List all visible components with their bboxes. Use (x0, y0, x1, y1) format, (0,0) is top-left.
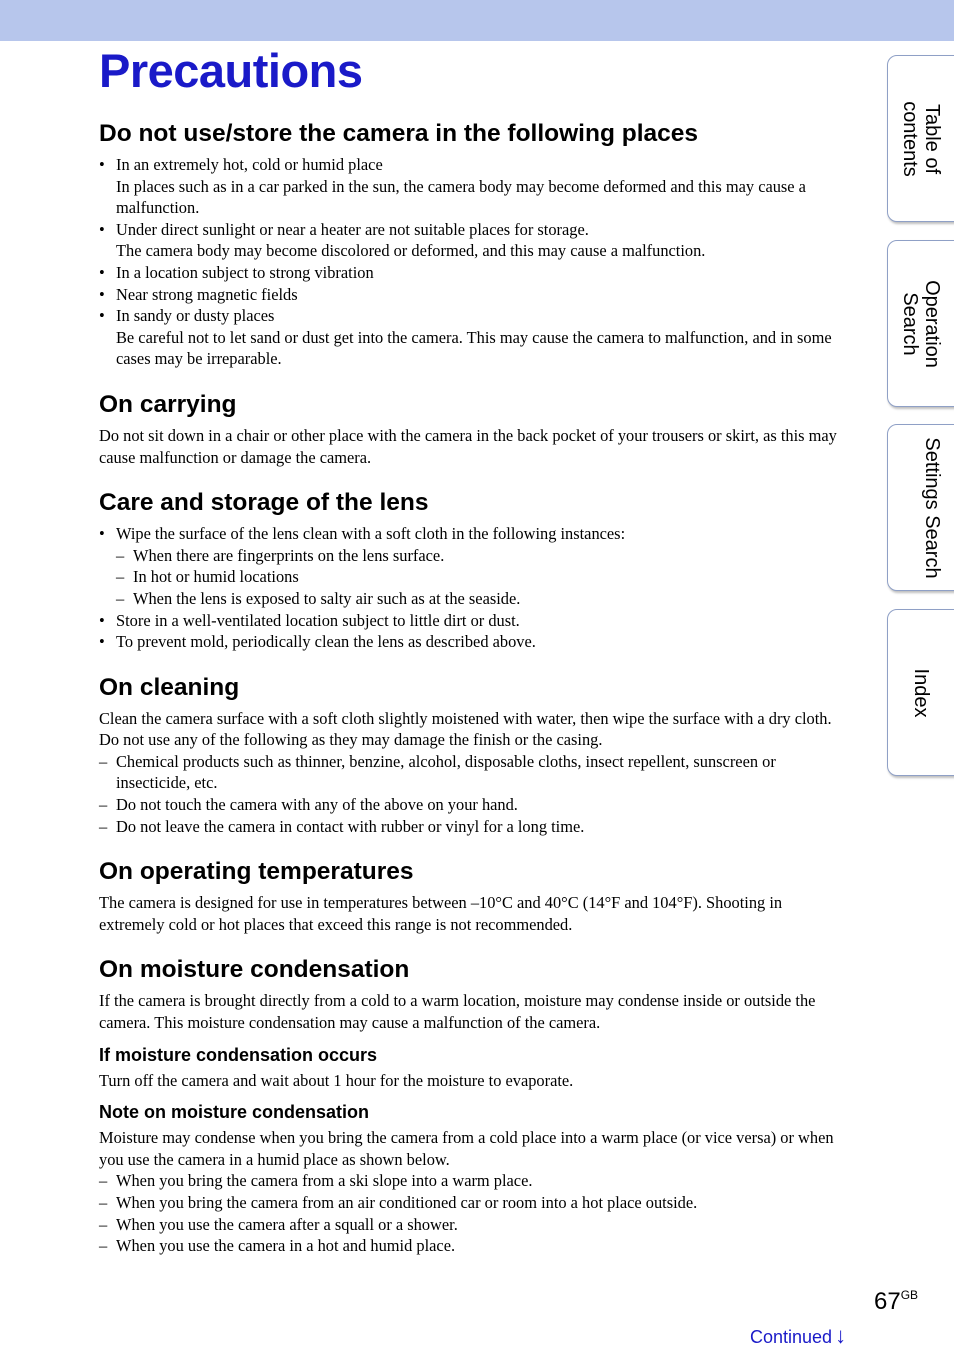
section-heading: Do not use/store the camera in the following places (99, 120, 699, 147)
list-item: – Do not leave the camera in contact with rubber or vinyl for a long time. (99, 816, 851, 838)
paragraph: Clean the camera surface with a soft cloth slightly moistened with water, then wipe the surface with a dry cloth. Do not use any of the following as they may damage the finish or the casing. (99, 708, 832, 750)
page-number: $67^{GB}$ (874, 1288, 919, 1315)
list-item: – When the lens is exposed to salty air such as at the seaside. (116, 588, 851, 610)
section-heading: On cleaning (99, 673, 240, 701)
tab-label: Table of contents (899, 101, 943, 177)
list-item: – In hot or humid locations (116, 566, 851, 588)
section-condensation (99, 955, 851, 1256)
continued-link[interactable] (750, 1323, 846, 1349)
section-temperatures (99, 857, 851, 935)
dash-list (116, 545, 851, 610)
list-item: – When you use the camera after a squall or a shower. (99, 1214, 851, 1236)
section-cleaning (99, 673, 851, 838)
list-item: • Under direct sunlight or near a heater are not suitable places for storage. The camera body may become discolored or deformed, and this may cause a malfunction. (99, 219, 851, 262)
list-item: – When there are fingerprints on the lens surface. (116, 545, 851, 567)
list-item: • Store in a well-ventilated location subject to little dirt or dust. (99, 610, 851, 632)
bullet-list (99, 523, 851, 653)
list-item: • Near strong magnetic fields (99, 284, 851, 306)
section-carrying (99, 390, 851, 468)
section-heading: On carrying (99, 390, 237, 418)
subsection-heading: If moisture condensation occurs (99, 1044, 378, 1065)
page-title: Precautions (99, 44, 363, 97)
tab-settings-search[interactable] (887, 424, 954, 591)
list-item: • To prevent mold, periodically clean the lens as described above. (99, 631, 851, 653)
tab-operation-search[interactable] (887, 240, 954, 407)
list-item: • In sandy or dusty places Be careful not to let sand or dust get into the camera. This may cause the camera to malfunction, and in some cases may be irreparable. (99, 305, 851, 370)
dash-list (99, 1170, 851, 1256)
paragraph: Turn off the camera and wait about 1 hour for the moisture to evaporate. (99, 1070, 574, 1090)
main-content (99, 119, 851, 1277)
section-heading: On moisture condensation (99, 956, 410, 984)
tab-label: Index (910, 668, 932, 718)
down-arrow-icon: ↓ (835, 1323, 847, 1348)
continued-label: Continued (750, 1327, 833, 1347)
list-item: • Wipe the surface of the lens clean with a soft cloth in the following instances: – When there are fingerprints on the lens surface. – In hot or humid locations – When the lens is exposed to salty air such as at the seaside. (99, 523, 851, 609)
tab-label: Settings Search (921, 437, 943, 579)
section-storage-places (99, 119, 851, 370)
subsection-heading: Note on moisture condensation (99, 1102, 370, 1123)
bullet-list (99, 154, 851, 370)
list-item: – When you bring the camera from a ski slope into a warm place. (99, 1170, 851, 1192)
list-item: – When you use the camera in a hot and humid place. (99, 1235, 851, 1257)
section-heading: Care and storage of the lens (99, 489, 429, 517)
paragraph: If the camera is brought directly from a cold to a warm location, moisture may condense inside or outside the camera. This moisture condensation may cause a malfunction of the camera. (99, 991, 816, 1033)
list-item: – Do not touch the camera with any of the above on your hand. (99, 794, 851, 816)
tab-label: Operation Search (899, 280, 943, 368)
tab-table-of-contents[interactable] (887, 55, 954, 222)
list-item: – Chemical products such as thinner, benzine, alcohol, disposable cloths, insect repellent, sunscreen or insecticide, etc. (99, 751, 851, 794)
list-item: • In an extremely hot, cold or humid place In places such as in a car parked in the sun, the camera body may become deformed and this may cause a malfunction. (99, 154, 851, 219)
paragraph: The camera is designed for use in temperatures between –10°C and 40°C (14°F and 104°F). Shooting in extremely cold or hot places that exceed this range is not recommended. (99, 893, 783, 934)
list-item: • In a location subject to strong vibration (99, 262, 851, 284)
list-item: – When you bring the camera from an air conditioned car or room into a hot place outside. (99, 1192, 851, 1214)
section-heading: On operating temperatures (99, 858, 414, 886)
paragraph: Do not sit down in a chair or other place with the camera in the back pocket of your trousers or skirt, as this may cause malfunction or damage the camera. (99, 425, 837, 467)
page-suffix: GB (900, 1288, 919, 1302)
tab-index[interactable] (887, 609, 954, 776)
section-lens-care (99, 488, 851, 653)
dash-list (99, 751, 851, 837)
header-bar (0, 0, 954, 41)
paragraph: Moisture may condense when you bring the camera from a cold place into a warm place (or vice versa) or when you use the camera in a humid place as shown below. (99, 1128, 834, 1169)
